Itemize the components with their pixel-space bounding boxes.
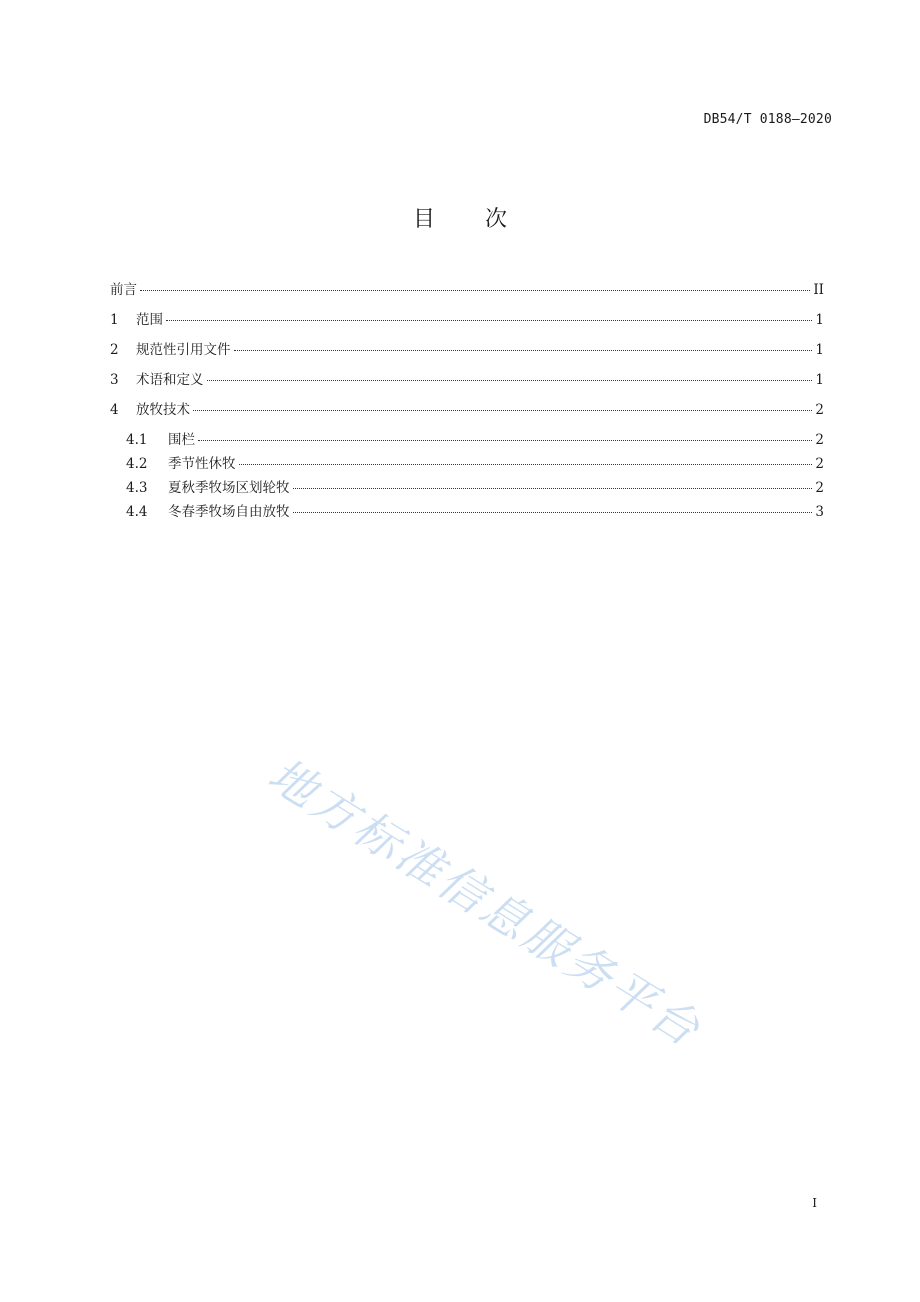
dot-leader: [239, 464, 813, 465]
dot-leader: [293, 488, 813, 489]
page-number: I: [812, 1196, 817, 1210]
toc-entry-label: 季节性休牧: [168, 456, 236, 472]
toc-entry-number: 4.2: [126, 456, 148, 472]
toc-entry-summer-autumn-rotational-grazing[interactable]: [110, 476, 824, 500]
title-char-2: 次: [485, 207, 508, 232]
dot-leader: [198, 440, 812, 441]
toc-entry-page: 3: [815, 504, 824, 520]
dot-leader: [207, 380, 813, 381]
toc-entry-number: 2: [110, 342, 119, 358]
toc-entry-page: 1: [815, 342, 824, 358]
toc-entry-label: 夏秋季牧场区划轮牧: [168, 480, 290, 496]
dot-leader: [193, 410, 812, 411]
table-of-contents: [110, 278, 824, 524]
toc-entry-page: 2: [815, 456, 824, 472]
toc-entry-fencing[interactable]: [110, 428, 824, 452]
toc-entry-page: 2: [815, 480, 824, 496]
dot-leader: [166, 320, 812, 321]
toc-entry-terms-definitions[interactable]: [110, 368, 824, 398]
toc-entry-page: 2: [815, 432, 824, 448]
toc-entry-scope[interactable]: [110, 308, 824, 338]
dot-leader: [234, 350, 813, 351]
toc-entry-number: 4.3: [126, 480, 148, 496]
toc-entry-label: 前言: [110, 282, 137, 298]
toc-entry-page: 1: [815, 312, 824, 328]
toc-entry-label: 范围: [136, 312, 163, 328]
watermark: 地方标准信息服务平台: [259, 747, 712, 1058]
toc-entry-number: 4.1: [126, 432, 148, 448]
toc-entry-page: 2: [815, 402, 824, 418]
dot-leader: [140, 290, 810, 291]
document-code: DB54/T 0188—2020: [703, 112, 832, 127]
toc-entry-label: 围栏: [168, 432, 195, 448]
toc-entry-normative-references[interactable]: [110, 338, 824, 368]
toc-entry-label: 冬春季牧场自由放牧: [168, 504, 290, 520]
toc-entry-label: 规范性引用文件: [136, 342, 231, 358]
title-char-1: 目: [412, 207, 435, 232]
toc-entry-page: 1: [815, 372, 824, 388]
toc-entry-seasonal-rest-grazing[interactable]: [110, 452, 824, 476]
toc-entry-foreword[interactable]: [110, 278, 824, 308]
toc-entry-grazing-techniques[interactable]: [110, 398, 824, 428]
toc-entry-page: II: [813, 282, 824, 298]
toc-entry-winter-spring-free-grazing[interactable]: [110, 500, 824, 524]
toc-entry-number: 4: [110, 402, 119, 418]
page-title: [0, 202, 920, 233]
toc-entry-number: 1: [110, 312, 119, 328]
toc-entry-number: 3: [110, 372, 119, 388]
dot-leader: [293, 512, 813, 513]
toc-entry-label: 放牧技术: [136, 402, 190, 418]
toc-entry-label: 术语和定义: [136, 372, 204, 388]
toc-entry-number: 4.4: [126, 504, 148, 520]
